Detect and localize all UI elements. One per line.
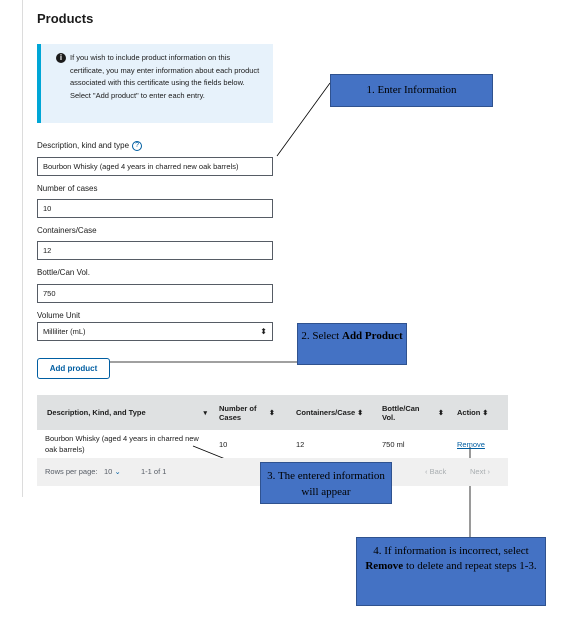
callout-step-2-text: 2. Select [301,330,342,342]
page-range: 1-1 of 1 [141,467,167,476]
unit-select-value: Milliliter (mL) [43,327,86,336]
info-icon: i [56,53,66,63]
bottle-input[interactable]: 750 [37,284,273,303]
description-label-text: Description, kind and type [37,141,130,151]
header-description[interactable] [47,395,207,430]
next-label: Next [470,467,486,476]
chevron-down-icon: ⌄ [114,467,121,476]
sort-icon[interactable]: ⬍ [438,409,444,417]
next-button[interactable] [470,458,490,486]
table-row [37,430,508,459]
header-description-label: Description, Kind, and Type [47,408,146,417]
header-cases[interactable] [219,395,283,430]
header-action-label: Action [457,408,481,417]
header-action[interactable] [457,395,501,430]
containers-input[interactable]: 12 [37,241,273,260]
header-volume-label: Bottle/Can Vol. [382,403,420,422]
callout-step-2 [297,323,407,365]
back-button[interactable] [425,458,446,486]
remove-link[interactable]: Remove [457,440,485,449]
callout-step-1: 1. Enter Information [330,74,493,107]
callout-step-4 [356,537,546,606]
callout-step-3: 3. The entered information will appear [260,462,392,504]
chevron-right-icon: › [487,467,491,476]
header-volume[interactable] [382,395,444,430]
sort-icon[interactable]: ⬍ [269,409,275,417]
sort-down-icon[interactable]: ▾ [203,409,207,417]
callout-step-2-bold: Add Product [342,330,403,342]
rows-per-page-select[interactable] [104,458,121,486]
cell-cases: 10 [219,440,228,449]
chevron-left-icon: ‹ [425,467,428,476]
cell-description: Bourbon Whisky (aged 4 years in charred new oak barrels) [45,434,199,454]
table-header [37,395,508,430]
header-containers-label: Containers/Case [296,408,356,417]
rows-per-page-label: Rows per page: [45,467,98,476]
sort-icon[interactable]: ⬍ [482,409,489,417]
cases-label: Number of cases [37,184,98,193]
header-cases-label: Number of Cases [219,403,257,422]
help-icon[interactable]: ? [132,141,142,151]
select-updown-icon: ⬍ [260,327,267,336]
sort-icon[interactable]: ⬍ [357,409,364,417]
rows-per-page-value: 10 [104,467,113,476]
cell-volume: 750 ml [382,440,405,449]
cases-input[interactable]: 10 [37,199,273,218]
callout-step-4-suffix: to delete and repeat steps 1-3. [403,560,537,572]
back-label: Back [429,467,447,476]
unit-label: Volume Unit [37,311,81,320]
bottle-label: Bottle/Can Vol. [37,268,90,277]
info-text: If you wish to include product information on this certificate, you may enter information about each product associated with this certificate using the fields below. Select "Add product" to enter each entry. [70,53,260,100]
add-product-button[interactable]: Add product [37,358,110,379]
containers-label: Containers/Case [37,226,97,235]
description-input[interactable]: Bourbon Whisky (aged 4 years in charred new oak barrels) [37,157,273,176]
cell-containers: 12 [296,440,305,449]
header-containers[interactable] [296,395,376,430]
callout-step-4-bold: Remove [365,560,404,572]
callout-step-4-text: 4. If information is incorrect, select [373,545,529,557]
page-title: Products [37,11,94,26]
